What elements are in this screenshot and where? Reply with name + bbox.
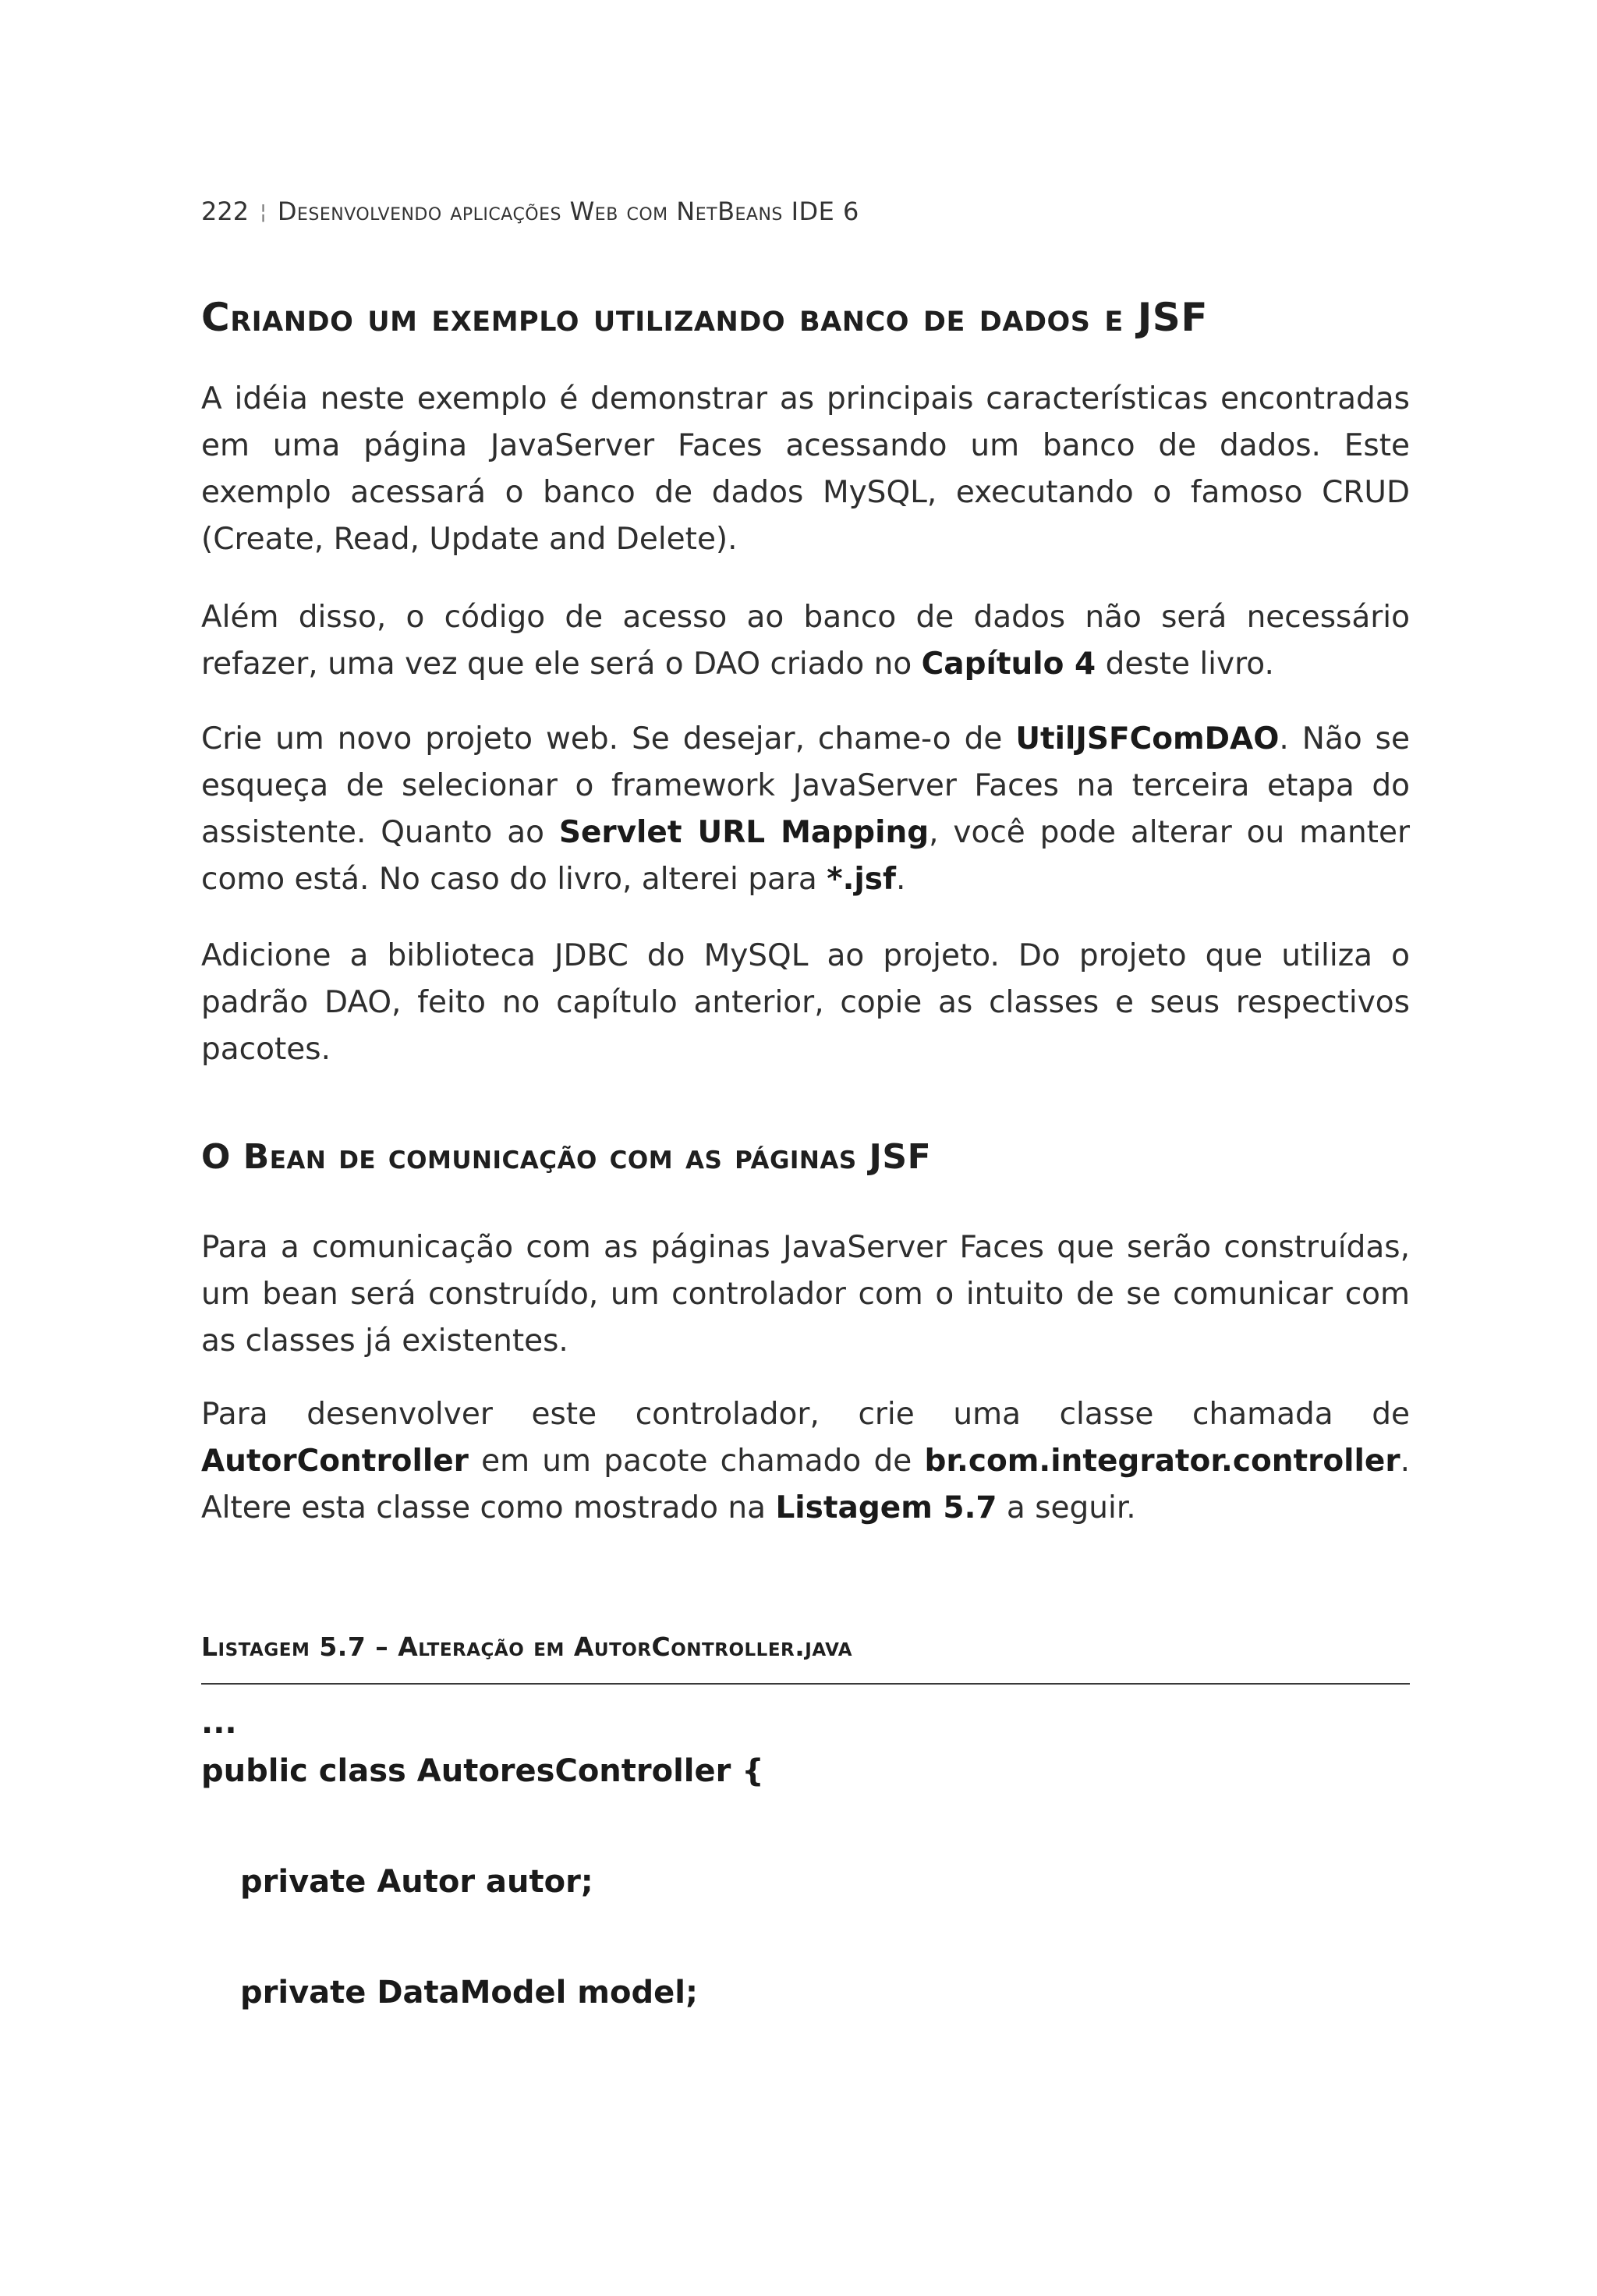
text-run: . [895,862,906,897]
section-heading-acronym: JSF [869,1137,932,1177]
section-heading-acronym: JSF [1137,295,1208,340]
header-separator: ¦ [260,200,267,224]
text-run: . Não se esqueça de selecionar o framework JavaServer Faces na terceira etapa do assistente. Quanto ao [201,721,1410,850]
section-heading-crud-example [201,295,1208,340]
bold-listing-ref: Listagem 5.7 [775,1490,997,1525]
listing-divider [201,1683,1410,1685]
section-heading-text: Criando um exemplo utilizando banco de dados e [201,295,1124,340]
section-heading-text: O Bean de comunicação com as páginas [201,1137,857,1177]
text-run: , você pode alterar ou manter como está. No caso do livro, alterei para [201,815,1411,897]
book-title: Desenvolvendo aplicações Web com NetBeans IDE 6 [277,197,859,226]
paragraph-dao-reuse [201,594,1410,688]
running-header [201,197,859,226]
text-run: Crie um novo projeto web. Se desejar, chame-o de [201,721,1016,756]
page-number: 222 [201,197,250,226]
text-run: deste livro. [1096,647,1274,682]
code-line: ... [201,1705,237,1741]
paragraph-new-project [201,716,1410,903]
bold-project-name: UtilJSFComDAO [1015,721,1280,756]
section-heading-bean [201,1137,931,1177]
code-line: private DataModel model; [240,1975,698,2011]
bold-jsf-extension: *.jsf [827,862,896,897]
paragraph-bean-intro: Para a comunicação com as páginas JavaServer Faces que serão construídas, um bean será construído, um controlador com o intuito de se comunicar com as classes já existentes. [201,1230,1410,1359]
code-line: private Autor autor; [240,1864,593,1900]
text-run: a seguir. [997,1490,1136,1525]
text-run: . Altere esta classe como mostrado na [201,1444,1410,1525]
paragraph-jdbc-library: Adicione a biblioteca JDBC do MySQL ao projeto. Do projeto que utiliza o padrão DAO, feito no capítulo anterior, copie as classes e seus respectivos pacotes. [201,938,1410,1067]
bold-servlet-mapping: Servlet URL Mapping [558,815,930,850]
paragraph-controller [201,1391,1410,1532]
code-line: public class AutoresController { [201,1753,764,1789]
bold-package-name: br.com.integrator.controller [924,1444,1400,1479]
text-run: Para desenvolver este controlador, crie uma classe chamada de [201,1397,1410,1432]
text-run: Além disso, o código de acesso ao banco de dados não será necessário refazer, uma vez que ele será o DAO criado no [201,600,1410,682]
paragraph-intro: A idéia neste exemplo é demonstrar as principais características encontradas em uma página JavaServer Faces acessando um banco de dados. Este exemplo acessará o banco de dados MySQL, executando o famoso CRUD (Create, Read, Update and Delete). [201,381,1410,557]
bold-class-name: AutorController [201,1444,469,1479]
bold-chapter-ref: Capítulo 4 [921,647,1096,682]
text-run: em um pacote chamado de [468,1444,925,1479]
listing-caption: Listagem 5.7 – Alteração em AutorController.java [201,1632,853,1662]
